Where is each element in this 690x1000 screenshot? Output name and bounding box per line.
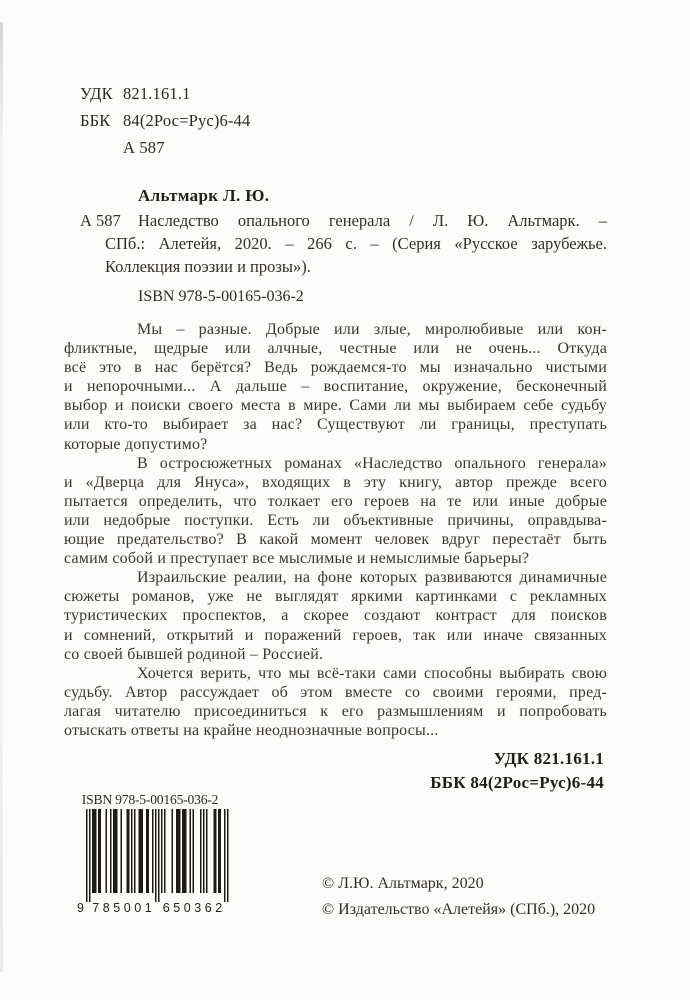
annotation-line: судьбу. Автор рассуждает об этом вместе со своими героями, пред- [64, 683, 607, 701]
annotation-line: которые допустимо? [64, 435, 208, 453]
annotation-line: или кто-то выбирает за нас? Существуют ли границы, преступать [64, 416, 607, 434]
udk-bottom: УДК 821.161.1 [493, 749, 604, 768]
bibliographic-entry [80, 209, 607, 278]
annotation-line: всё это в нас берётся? Ведь рождаемся-то мы изначально чистыми [64, 359, 607, 377]
annotation-line: лагая читателю присоединиться к его размышлениям и попробовать [64, 702, 607, 720]
barcode-block [70, 792, 230, 916]
bib-line: СПб.: Алетейя, 2020. – 266 с. – (Серия «Русское зарубежье. [105, 234, 607, 253]
svg-text:5: 5 [113, 901, 121, 915]
annotation-line: выбор и поиски своего места в мире. Сами ли мы выбираем себе судьбу [64, 397, 607, 415]
svg-text:7: 7 [92, 901, 100, 915]
svg-text:0: 0 [134, 901, 142, 915]
annotation-line: Хочется верить, что мы всё-таки сами способны выбирать свою [137, 664, 607, 682]
svg-text:2: 2 [215, 901, 223, 915]
ean13-barcode [70, 809, 230, 916]
svg-text:3: 3 [194, 901, 202, 915]
annotation-line: и сомнений, открытий и поражений героев, так или иначе связанных [64, 626, 607, 644]
barcode-isbn-caption: ISBN 978-5-00165-036-2 [81, 792, 219, 807]
bbk-row [80, 111, 250, 131]
scan-edge-artifact [0, 22, 3, 972]
annotation-line: В остросюжетных романах «Наследство опального генерала» [137, 454, 607, 472]
copyright-author: © Л.Ю. Альтмарк, 2020 [322, 875, 484, 892]
svg-text:6: 6 [162, 901, 170, 915]
svg-text:9: 9 [77, 901, 84, 915]
svg-text:0: 0 [183, 901, 191, 915]
author-heading: Альтмарк Л. Ю. [138, 186, 270, 205]
classification-bottom [430, 747, 604, 794]
svg-text:6: 6 [204, 901, 212, 915]
annotation-line: со своей бывшей родиной – Россией. [64, 645, 324, 663]
svg-text:8: 8 [102, 901, 110, 915]
bbk-bottom: ББК 84(2Рос=Рус)6-44 [430, 772, 604, 792]
bib-line: Коллекция поэзии и прозы»). [105, 257, 311, 276]
author-sign-entry: А 587 [80, 211, 121, 230]
udk-row [80, 84, 191, 104]
copyright-publisher: © Издательство «Алетейя» (СПб.), 2020 [322, 901, 596, 918]
annotation-line: и «Дверца для Януса», входящих в эту книгу, автор прежде всего [64, 473, 607, 491]
annotation-line: фликтные, щедрые или алчные, честные или не очень... Откуда [64, 340, 607, 358]
bib-line: Наследство опального генерала / Л. Ю. Альтмарк. – [138, 211, 607, 230]
annotation-line: ющие предательство? В какой момент человек вдруг перестаёт быть [64, 531, 607, 549]
annotation-line: Мы – разные. Добрые или злые, миролюбивые или кон- [137, 321, 607, 338]
annotation-line: Израильские реалии, на фоне которых развиваются динамичные [137, 569, 607, 587]
copyright-block [322, 871, 595, 923]
annotation-line: отыскать ответы на крайне неоднозначные вопросы... [64, 721, 439, 739]
svg-text:5: 5 [173, 901, 181, 915]
annotation-line: самим собой и преступает все мыслимые и немыслимые барьеры? [64, 550, 530, 568]
annotation-line: и непорочными... А дальше – воспитание, окружение, бесконечный [64, 378, 607, 396]
udk-label: УДК [80, 84, 113, 103]
isbn-line: ISBN 978-5-00165-036-2 [138, 288, 304, 305]
annotation-line: или недобрые поступки. Есть ли объективные причины, оправдыва- [64, 511, 607, 529]
annotation-line: сюжеты романов, уже не выглядят яркими картинками с рекламных [64, 588, 607, 606]
svg-text:0: 0 [123, 901, 131, 915]
annotation-text [64, 320, 607, 740]
bbk-value: 84(2Рос=Рус)6-44 [123, 111, 251, 130]
annotation-line: туристических проспектов, а скорее создают контраст для поисков [64, 607, 607, 625]
author-sign-top: А 587 [123, 138, 165, 157]
annotation-line: пытается определить, что толкает его героев на те или иные добрые [64, 492, 607, 510]
bbk-label: ББК [80, 111, 111, 130]
udk-value: 821.161.1 [123, 84, 191, 103]
svg-text:1: 1 [144, 901, 152, 915]
